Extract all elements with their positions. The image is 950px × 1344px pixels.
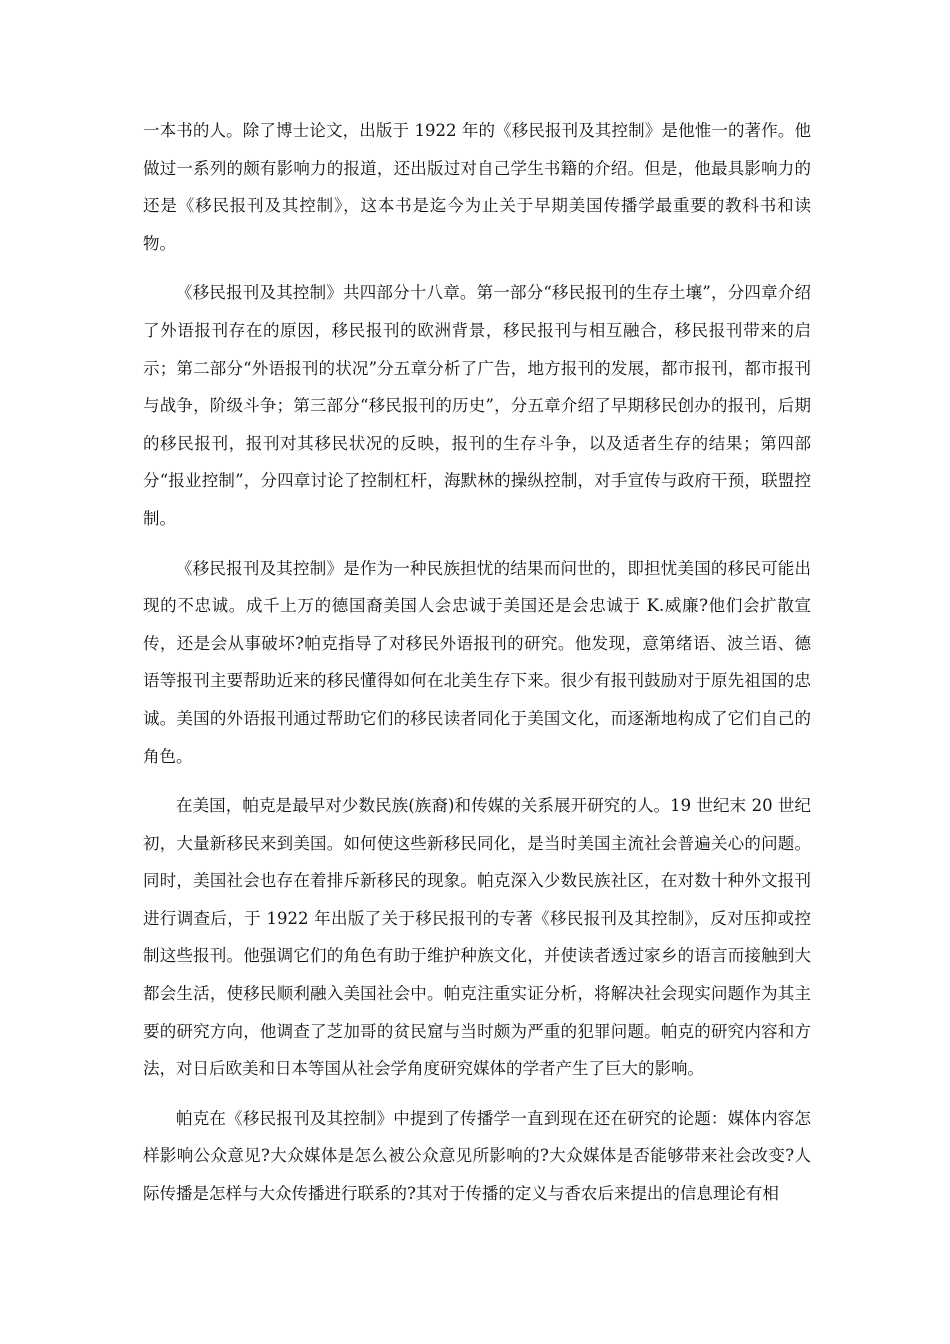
paragraph-5: 帕克在《移民报刊及其控制》中提到了传播学一直到现在还在研究的论题：媒体内容怎样影响公众意见?大众媒体是怎么被公众意见所影响的?大众媒体是否能够带来社会改变?人际传播是怎样与大众传播进行联系的?其对于传播的定义与香农后来提出的信息理论有相 <box>143 1108 811 1204</box>
paragraph-4: 在美国，帕克是最早对少数民族(族裔)和传媒的关系展开研究的人。19 世纪末 20 世纪初，大量新移民来到美国。如何使这些新移民同化，是当时美国主流社会普遍关心的问题。同时，美国社会也存在着排斥新移民的现象。帕克深入少数民族社区，在对数十种外文报刊进行调查后，于 1922 年出版了关于移民报刊的专著《移民报刊及其控制》，反对压抑或控制这些报刊。他强调它们的角色有助于维护种族文化，并使读者透过家乡的语言而接触到大都会生活，使移民顺利融入美国社会中。帕克注重实证分析，将解决社会现实问题作为其主要的研究方向，他调查了芝加哥的贫民窟与当时颇为严重的犯罪问题。帕克的研究内容和方法，对日后欧美和日本等国从社会学角度研究媒体的学者产生了巨大的影响。 <box>143 796 811 1079</box>
document-page <box>143 112 811 1225</box>
paragraph-2: 《移民报刊及其控制》共四部分十八章。第一部分“移民报刊的生存土壤”，分四章介绍了外语报刊存在的原因，移民报刊的欧洲背景，移民报刊与相互融合，移民报刊带来的启示；第二部分“外语报刊的状况”分五章分析了广告，地方报刊的发展，都市报刊，都市报刊与战争，阶级斗争；第三部分“移民报刊的历史”，分五章介绍了早期移民创办的报刊，后期的移民报刊，报刊对其移民状况的反映，报刊的生存斗争，以及适者生存的结果；第四部分“报业控制”，分四章讨论了控制杠杆，海默林的操纵控制，对手宣传与政府干预，联盟控制。 <box>143 283 811 528</box>
paragraph-1: 一本书的人。除了博士论文，出版于 1922 年的《移民报刊及其控制》是他惟一的著作。他做过一系列的颇有影响力的报道，还出版过对自己学生书籍的介绍。但是，他最具影响力的还是《移民报刊及其控制》，这本书是迄今为止关于早期美国传播学最重要的教科书和读物。 <box>143 121 811 253</box>
paragraph-3: 《移民报刊及其控制》是作为一种民族担忧的结果而问世的，即担忧美国的移民可能出现的不忠诚。成千上万的德国裔美国人会忠诚于美国还是会忠诚于 K.威廉?他们会扩散宣传，还是会从事破坏?帕克指导了对移民外语报刊的研究。他发现，意第绪语、波兰语、德语等报刊主要帮助近来的移民懂得如何在北美生存下来。很少有报刊鼓励对于原先祖国的忠诚。美国的外语报刊通过帮助它们的移民读者同化于美国文化，而逐渐地构成了它们自己的角色。 <box>143 558 811 766</box>
